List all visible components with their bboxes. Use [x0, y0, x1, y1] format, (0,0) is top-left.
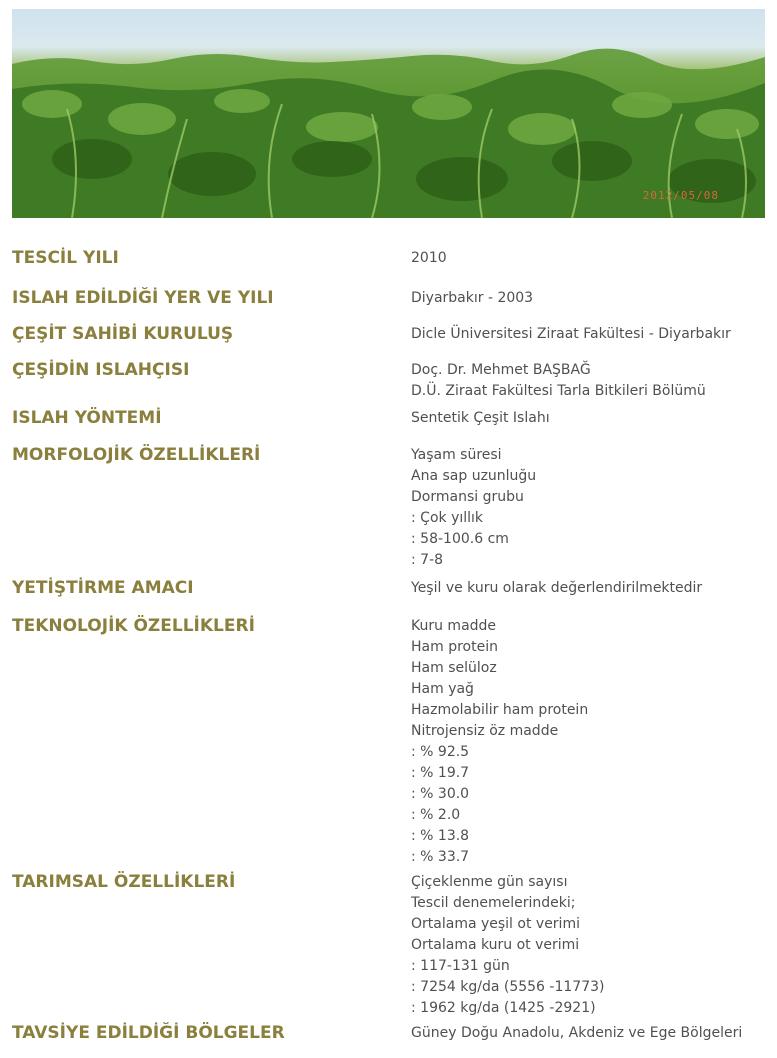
value-line: : % 2.0: [411, 807, 461, 823]
value-line: : % 30.0: [411, 786, 470, 802]
label-islahcisi: ÇEŞİDİN ISLAHÇISI: [12, 360, 190, 380]
value-line: Ham protein: [411, 639, 498, 655]
value-teknolojik: [411, 616, 588, 868]
value-line: Dormansi grubu: [411, 489, 524, 505]
value-line: : 58-100.6 cm: [411, 531, 509, 547]
value-tescil-yili: [411, 248, 447, 269]
value-line: Doç. Dr. Mehmet BAŞBAĞ: [411, 362, 591, 378]
value-line: Nitrojensiz öz madde: [411, 723, 559, 739]
label-teknolojik: TEKNOLOJİK ÖZELLİKLERİ: [12, 616, 255, 636]
label-tavsiye: TAVSİYE EDİLDİĞİ BÖLGELER: [12, 1023, 285, 1043]
label-tescil-yili: TESCİL YILI: [12, 248, 119, 268]
label-yetistirme: YETİŞTİRME AMACI: [12, 578, 194, 598]
value-line: Sentetik Çeşit Islahı: [411, 410, 550, 426]
value-islahcisi: [411, 360, 706, 402]
value-morfolojik: [411, 445, 536, 571]
value-line: Ham yağ: [411, 681, 474, 697]
value-line: Yaşam süresi: [411, 447, 502, 463]
value-line: : % 13.8: [411, 828, 470, 844]
value-line: Ortalama yeşil ot verimi: [411, 916, 580, 932]
value-tarimsal: [411, 872, 604, 1019]
value-line: : 7254 kg/da (5556 -11773): [411, 979, 605, 995]
value-line: 2010: [411, 250, 447, 266]
value-line: Tescil denemelerindeki;: [411, 895, 576, 911]
value-yetistirme: [411, 578, 702, 599]
value-line: : 7-8: [411, 552, 444, 568]
photo-date-stamp: 2012/05/08: [642, 189, 719, 202]
value-cesit-sahibi: [411, 324, 731, 345]
value-line: Diyarbakır - 2003: [411, 290, 534, 306]
field-illustration: [12, 9, 765, 218]
value-line: : Çok yıllık: [411, 510, 484, 526]
value-line: Ham selüloz: [411, 660, 497, 676]
value-line: : 117-131 gün: [411, 958, 510, 974]
value-line: Dicle Üniversitesi Ziraat Fakültesi - Diyarbakır: [411, 326, 731, 342]
value-line: D.Ü. Ziraat Fakültesi Tarla Bitkileri Bölümü: [411, 383, 706, 399]
value-line: Kuru madde: [411, 618, 497, 634]
value-line: Ana sap uzunluğu: [411, 468, 537, 484]
value-islah-yer: [411, 288, 533, 309]
value-line: : 1962 kg/da (1425 -2921): [411, 1000, 596, 1016]
value-tavsiye: [411, 1023, 742, 1044]
value-line: Hazmolabilir ham protein: [411, 702, 589, 718]
label-tarimsal: TARIMSAL ÖZELLİKLERİ: [12, 872, 236, 892]
value-line: : % 92.5: [411, 744, 470, 760]
label-islah-yontemi: ISLAH YÖNTEMİ: [12, 408, 162, 428]
value-islah-yontemi: [411, 408, 550, 429]
label-morfolojik: MORFOLOJİK ÖZELLİKLERİ: [12, 445, 261, 465]
value-line: Güney Doğu Anadolu, Akdeniz ve Ege Bölgeleri: [411, 1025, 743, 1041]
value-line: Çiçeklenme gün sayısı: [411, 874, 568, 890]
value-line: : % 19.7: [411, 765, 470, 781]
alfalfa-field-photo: [12, 9, 765, 218]
value-line: : % 33.7: [411, 849, 470, 865]
value-line: Yeşil ve kuru olarak değerlendirilmektedir: [411, 580, 703, 596]
label-islah-yer: ISLAH EDİLDİĞİ YER VE YILI: [12, 288, 274, 308]
value-line: Ortalama kuru ot verimi: [411, 937, 580, 953]
label-cesit-sahibi: ÇEŞİT SAHİBİ KURULUŞ: [12, 324, 234, 344]
